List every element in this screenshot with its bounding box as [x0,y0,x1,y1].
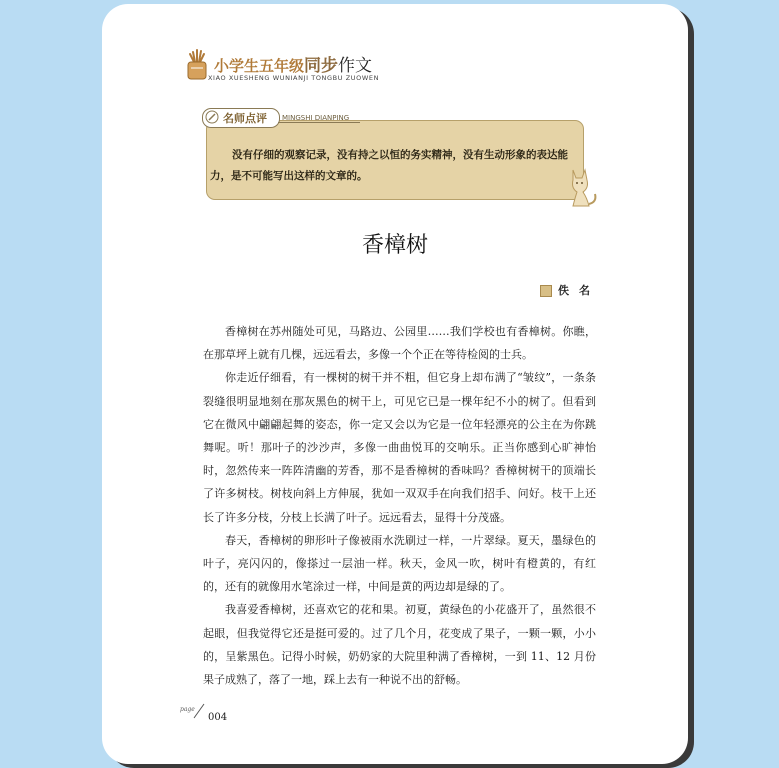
author-square-icon [540,285,552,297]
article-body [203,320,596,691]
page-slash-divider [192,703,206,719]
page-number: 004 [208,712,228,723]
series-title-part3: 作文 [338,56,373,76]
article-paragraph: 春天，香樟树的卵形叶子像被雨水洗刷过一样，一片翠绿。夏天，墨绿色的叶子，亮闪闪的，像搽过一层油一样。秋天，金风一吹，树叶有橙黄的，有红的，还有的就像用水笔涂过一样，中间是黄的两边却是绿的了。 [203,533,596,594]
teacher-comment-tab [202,108,280,128]
series-title-part1: 小学生五年级 [214,57,305,75]
article-title: 香樟树 [361,233,428,258]
teacher-comment-underline [278,122,360,123]
cat-icon [565,166,599,210]
teacher-comment-text: 没有仔细的观察记录，没有持之以恒的务实精神，没有生动形象的表达能力，是不可能写出这样的文章的。 [210,149,568,182]
teacher-comment-label: 名师点评 [223,112,267,125]
pen-icon [205,110,219,124]
article-paragraph: 香樟树在苏州随处可见，马路边、公园里……我们学校也有香樟树。你瞧，在那草坪上就有几棵，远远看去，多像一个个正在等待检阅的士兵。 [203,325,596,362]
series-title-part2: 同步 [304,56,339,76]
teacher-comment-pinyin: MINGSHI DIANPING [282,114,350,122]
series-pinyin: XIAO XUESHENG WUNIANJI TONGBU ZUOWEN [208,74,380,82]
book-page [102,4,688,764]
article-author: 佚名 [558,284,600,297]
page-label: page [180,706,195,713]
article-paragraph: 你走近仔细看，有一棵树的树干并不粗，但它身上却布满了“皱纹”，一条条裂缝很明显地刻在那灰黑色的树干上，可见它已是一棵年纪不小的树了。但看到它在微风中翩翩起舞的姿态，你一定又会以为它是一位年轻漂亮的公主在为你跳舞呢。听！那叶子的沙沙声，多像一曲曲悦耳的交响乐。正当你感到心旷神怡时，忽然传来一阵阵清幽的芳香，那不是香樟树的香味吗？香樟树树干的顶端长了许多树枝。树枝向斜上方伸展，犹如一双双手在向我们招手、问好。枝干上还长了许多分枝，分枝上长满了叶子。远远看去，显得十分茂盛。 [203,371,596,524]
series-title [214,51,372,76]
article-paragraph: 我喜爱香樟树，还喜欢它的花和果。初夏，黄绿色的小花盛开了，虽然很不起眼，但我觉得它还是挺可爱的。过了几个月，花变成了果子，一颗一颗，小小的，呈紫黑色。记得小时候，奶奶家的大院里种满了香樟树，一到 11、12 月份果子成熟了，落了一地，踩上去有一种说不出的舒畅。 [203,603,596,687]
